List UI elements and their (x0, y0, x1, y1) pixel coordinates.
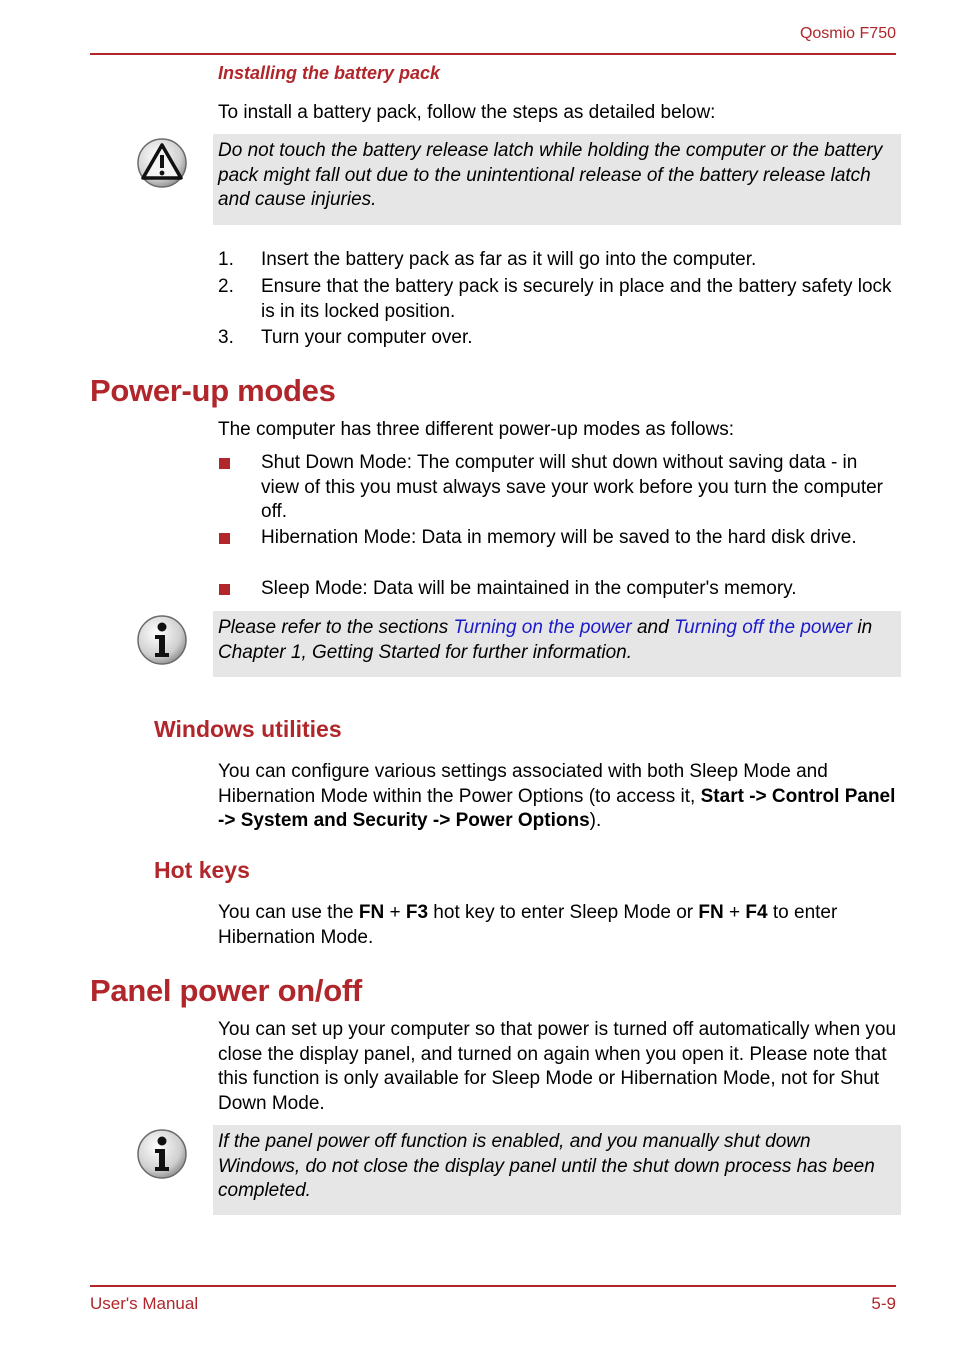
header-title: Qosmio F750 (799, 25, 896, 42)
step-text: Insert the battery pack as far as it will go into the computer. (261, 249, 757, 270)
step-item (218, 248, 898, 273)
installing-intro: To install a battery pack, follow the steps as detailed below: (218, 102, 716, 123)
panel-note: If the panel power off function is enabled, and you manually shut down Windows, do not close the display panel until the shut down process has been completed. (213, 1125, 901, 1215)
bullet-item (218, 526, 898, 551)
step-number: 3. (218, 327, 234, 348)
text-run: ). (589, 810, 602, 831)
windows-utilities-text (218, 760, 898, 834)
bullet-text: Shut Down Mode: The computer will shut down without saving data - in view of this you must always save your work before you turn the computer off. (261, 452, 883, 522)
powerup-note (213, 611, 901, 677)
header-rule (90, 53, 896, 55)
powerup-intro: The computer has three different power-up modes as follows: (218, 419, 735, 440)
page-number: 5-9 (871, 1294, 896, 1313)
bullet-square (219, 458, 230, 469)
bullet-item (218, 451, 898, 525)
text-run: to enter Hibernation Mode. (218, 902, 838, 948)
step-text: Turn your computer over. (261, 327, 473, 348)
bullet-text: Hibernation Mode: Data in memory will be saved to the hard disk drive. (261, 527, 857, 548)
key-label: FN (698, 902, 724, 923)
note-text: in Chapter 1, Getting Started for further information. (218, 617, 873, 663)
bullet-text: Sleep Mode: Data will be maintained in the computer's memory. (261, 578, 797, 599)
turning-off-power-link[interactable]: Turning off the power (673, 617, 853, 638)
key-label: FN (358, 902, 385, 923)
text-run: + (384, 902, 406, 923)
note-text: Please refer to the sections (218, 617, 454, 638)
bullet-square (219, 533, 230, 544)
footer-left: User's Manual (90, 1294, 199, 1313)
powerup-heading: Power-up modes (90, 373, 336, 408)
step-number: 1. (218, 249, 234, 270)
step-number: 2. (218, 276, 234, 297)
text-run: You can use the (218, 902, 359, 923)
turning-on-power-link[interactable]: Turning on the power (453, 617, 632, 638)
warning-note: Do not touch the battery release latch while holding the computer or the battery pack might fall out due to the unintentional release of the battery release latch and cause injuries. (213, 134, 901, 225)
text-run: hot key to enter Sleep Mode or (428, 902, 699, 923)
step-item (218, 275, 898, 324)
windows-utilities-heading: Windows utilities (154, 716, 342, 742)
hot-keys-text (218, 901, 898, 950)
hot-keys-heading: Hot keys (154, 857, 250, 883)
info-icon (136, 614, 188, 666)
bullet-square (219, 584, 230, 595)
warning-icon (136, 137, 188, 189)
footer-rule (90, 1285, 896, 1287)
bullet-item (218, 577, 898, 602)
step-text: Ensure that the battery pack is securely in place and the battery safety lock is in its locked position. (261, 276, 892, 322)
text-run: You can configure various settings associated with both Sleep Mode and Hibernation Mode within the Power Options (to access it, (218, 761, 828, 807)
note-text: and (631, 617, 674, 638)
key-label: F3 (405, 902, 429, 923)
text-run: + (723, 902, 746, 923)
step-item (218, 326, 898, 351)
info-icon (136, 1128, 188, 1180)
power-options-path: Start -> Control Panel -> System and Security -> Power Options (218, 785, 896, 831)
key-label: F4 (745, 902, 768, 923)
panel-text: You can set up your computer so that power is turned off automatically when you close the display panel, and turned on again when you open it. Please note that this function is only available for Sleep Mode or Hibernation Mode, not for Shut Down Mode. (218, 1019, 897, 1114)
installing-heading: Installing the battery pack (218, 63, 441, 83)
panel-heading: Panel power on/off (90, 973, 362, 1008)
